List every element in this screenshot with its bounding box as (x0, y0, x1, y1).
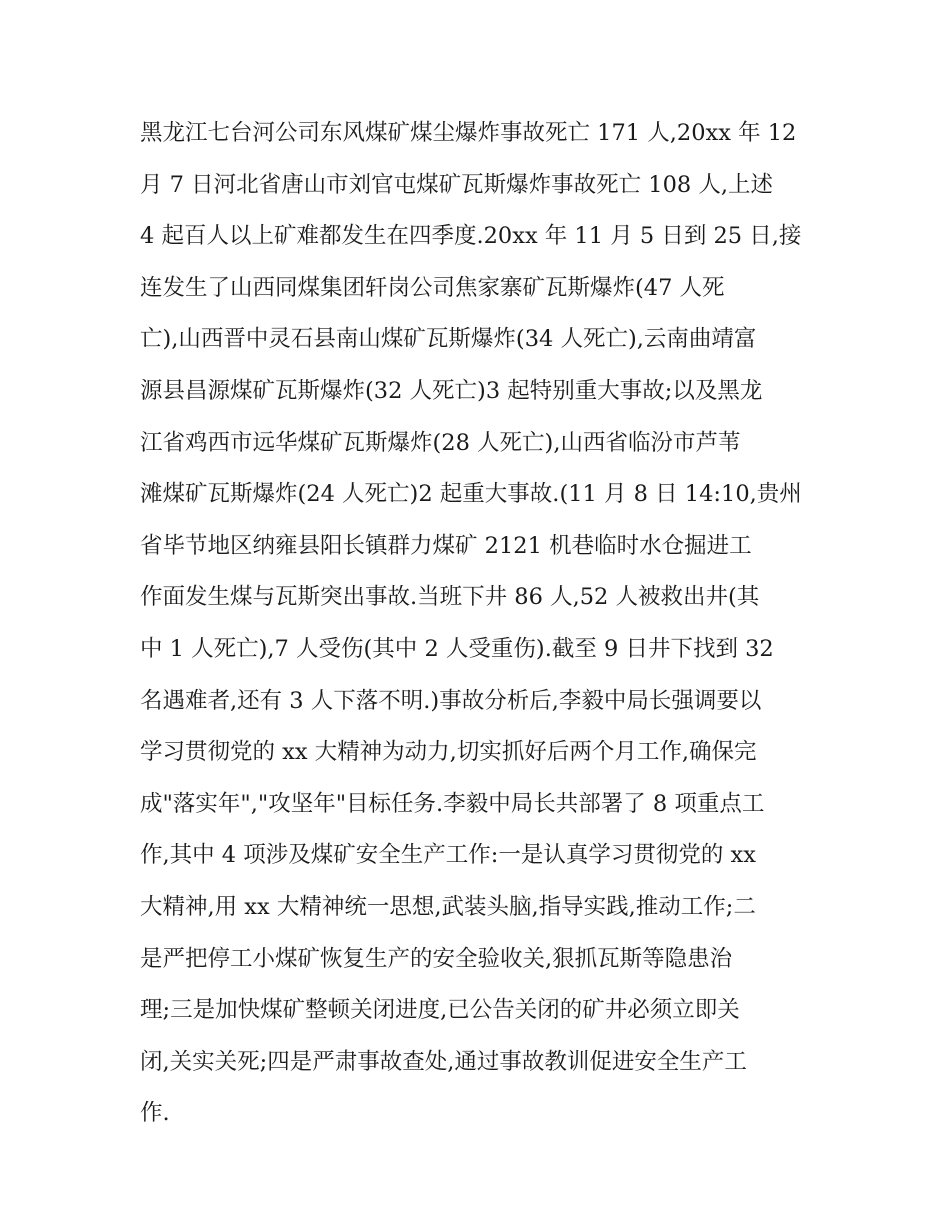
text-line: 作. (140, 1100, 170, 1127)
text-line: 作面发生煤与瓦斯突出事故.当班下井 86 人,52 人被救出井(其 (140, 584, 760, 611)
text-line: 亡),山西晋中灵石县南山煤矿瓦斯爆炸(34 人死亡),云南曲靖富 (140, 326, 757, 353)
text-line: 闭,关实关死;四是严肃事故查处,通过事故教训促进安全生产工 (140, 1048, 747, 1075)
text-line: 成"落实年","攻坚年"目标任务.李毅中局长共部署了 8 项重点工 (140, 790, 765, 817)
text-line: 省毕节地区纳雍县阳长镇群力煤矿 2121 机巷临时水仓掘进工 (140, 532, 752, 559)
text-line: 中 1 人死亡),7 人受伤(其中 2 人受重伤).截至 9 日井下找到 32 (140, 635, 774, 662)
text-line: 黑龙江七台河公司东风煤矿煤尘爆炸事故死亡 171 人,20xx 年 12 (140, 120, 797, 146)
text-line: 江省鸡西市远华煤矿瓦斯爆炸(28 人死亡),山西省临汾市芦苇 (140, 429, 741, 456)
text-line: 源县昌源煤矿瓦斯爆炸(32 人死亡)3 起特别重大事故;以及黑龙 (140, 377, 763, 404)
text-line: 滩煤矿瓦斯爆炸(24 人死亡)2 起重大事故.(11 月 8 日 14:10,贵州 (140, 481, 802, 508)
text-line: 学习贯彻党的 xx 大精神为动力,切实抓好后两个月工作,确保完 (140, 739, 757, 766)
text-line: 大精神,用 xx 大精神统一思想,武装头脑,指导实践,推动工作;二 (140, 893, 756, 920)
text-line: 是严把停工小煤矿恢复生产的安全验收关,狠抓瓦斯等隐患治 (140, 945, 733, 972)
text-line: 名遇难者,还有 3 人下落不明.)事故分析后,李毅中局长强调要以 (140, 687, 762, 714)
text-line: 4 起百人以上矿难都发生在四季度.20xx 年 11 月 5 日到 25 日,接 (140, 223, 802, 250)
body-paragraph (140, 108, 830, 1140)
text-line: 理;三是加快煤矿整顿关闭进度,已公告关闭的矿井必须立即关 (140, 997, 740, 1024)
text-line: 连发生了山西同煤集团轩岗公司焦家寨矿瓦斯爆炸(47 人死 (140, 274, 725, 301)
text-line: 作,其中 4 项涉及煤矿安全生产工作:一是认真学习贯彻党的 xx (140, 842, 756, 869)
text-line: 月 7 日河北省唐山市刘官屯煤矿瓦斯爆炸事故死亡 108 人,上述 (140, 171, 774, 198)
